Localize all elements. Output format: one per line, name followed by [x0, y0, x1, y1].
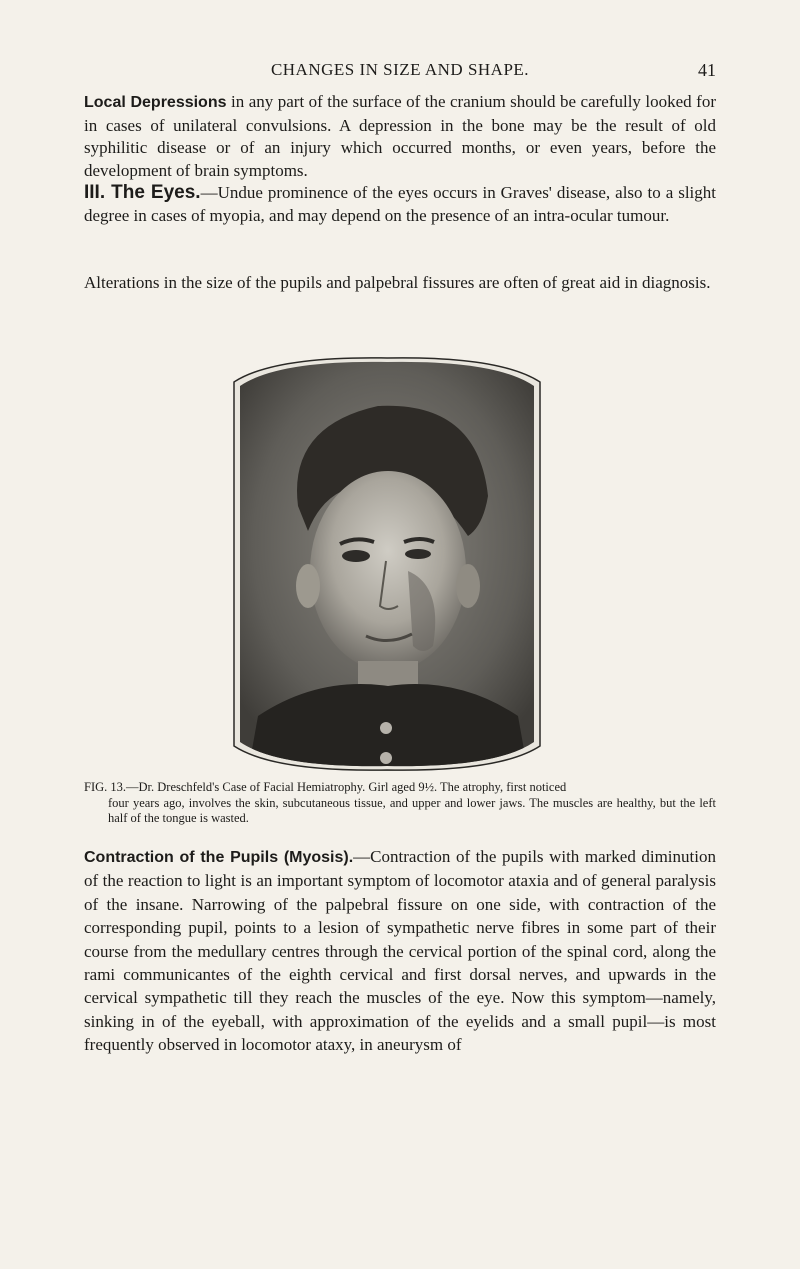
caption-line2: four years ago, involves the skin, subcutaneous tissue, and upper and lower jaws. The muscles are healthy, but the left half of the tongue is wasted.	[108, 795, 716, 825]
running-head-title: CHANGES IN SIZE AND SHAPE.	[270, 60, 530, 79]
figure-caption	[84, 780, 716, 827]
heading-eyes: III. The Eyes.	[84, 182, 201, 203]
paragraph-local-depressions	[84, 91, 716, 182]
running-head	[84, 60, 716, 84]
paragraph-alterations	[84, 272, 716, 295]
paragraph-contraction	[84, 845, 716, 1057]
heading-local-depressions: Local Depressions	[84, 94, 227, 111]
text-contraction: —Contraction of the pupils with marked diminution of the reaction to light is an important symptom of locomotor ataxia and of general paralysis of the insane. Narrowing of the palpebral fissure on one side, with contraction of the corresponding pupil, points to a lesion of sympathetic nerve fibres in some part of their course from the medullary centres through the cervical portion of the spinal cord, along the rami communicantes of the eighth cervical and first dorsal nerves, and upwards in the cervical sympathetic till they reach the muscles of the eye. Now this symptom—namely, sinking in of the eyeball, with approximation of the eyelids and a small pupil—is most frequently observed in locomotor ataxy, in aneurysm of	[84, 847, 716, 1055]
figure-label: FIG. 13.	[84, 780, 127, 794]
text-alterations: Alterations in the size of the pupils and palpebral fissures are often of great aid in diagnosis.	[84, 273, 711, 292]
caption-line1: —Dr. Dreschfeld's Case of Facial Hemiatrophy. Girl aged 9½. The atrophy, first noticed	[126, 780, 567, 794]
page-number: 41	[698, 60, 716, 80]
heading-contraction: Contraction of the Pupils (Myosis).	[84, 849, 354, 866]
text-local-depressions: in any part of the surface of the cranium should be carefully looked for in cases of unilateral convulsions. A depression in the bone may be the result of old syphilitic disease or of an injury which occurred months, or even years, before the development of brain symptoms.	[84, 92, 716, 180]
paragraph-eyes	[84, 182, 716, 227]
text-eyes: —Undue prominence of the eyes occurs in Graves' disease, also to a slight degree in cases of myopia, and may depend on the presence of an intra-ocular tumour.	[84, 183, 717, 225]
figure-photograph	[228, 356, 546, 772]
portrait-photo	[228, 356, 546, 772]
